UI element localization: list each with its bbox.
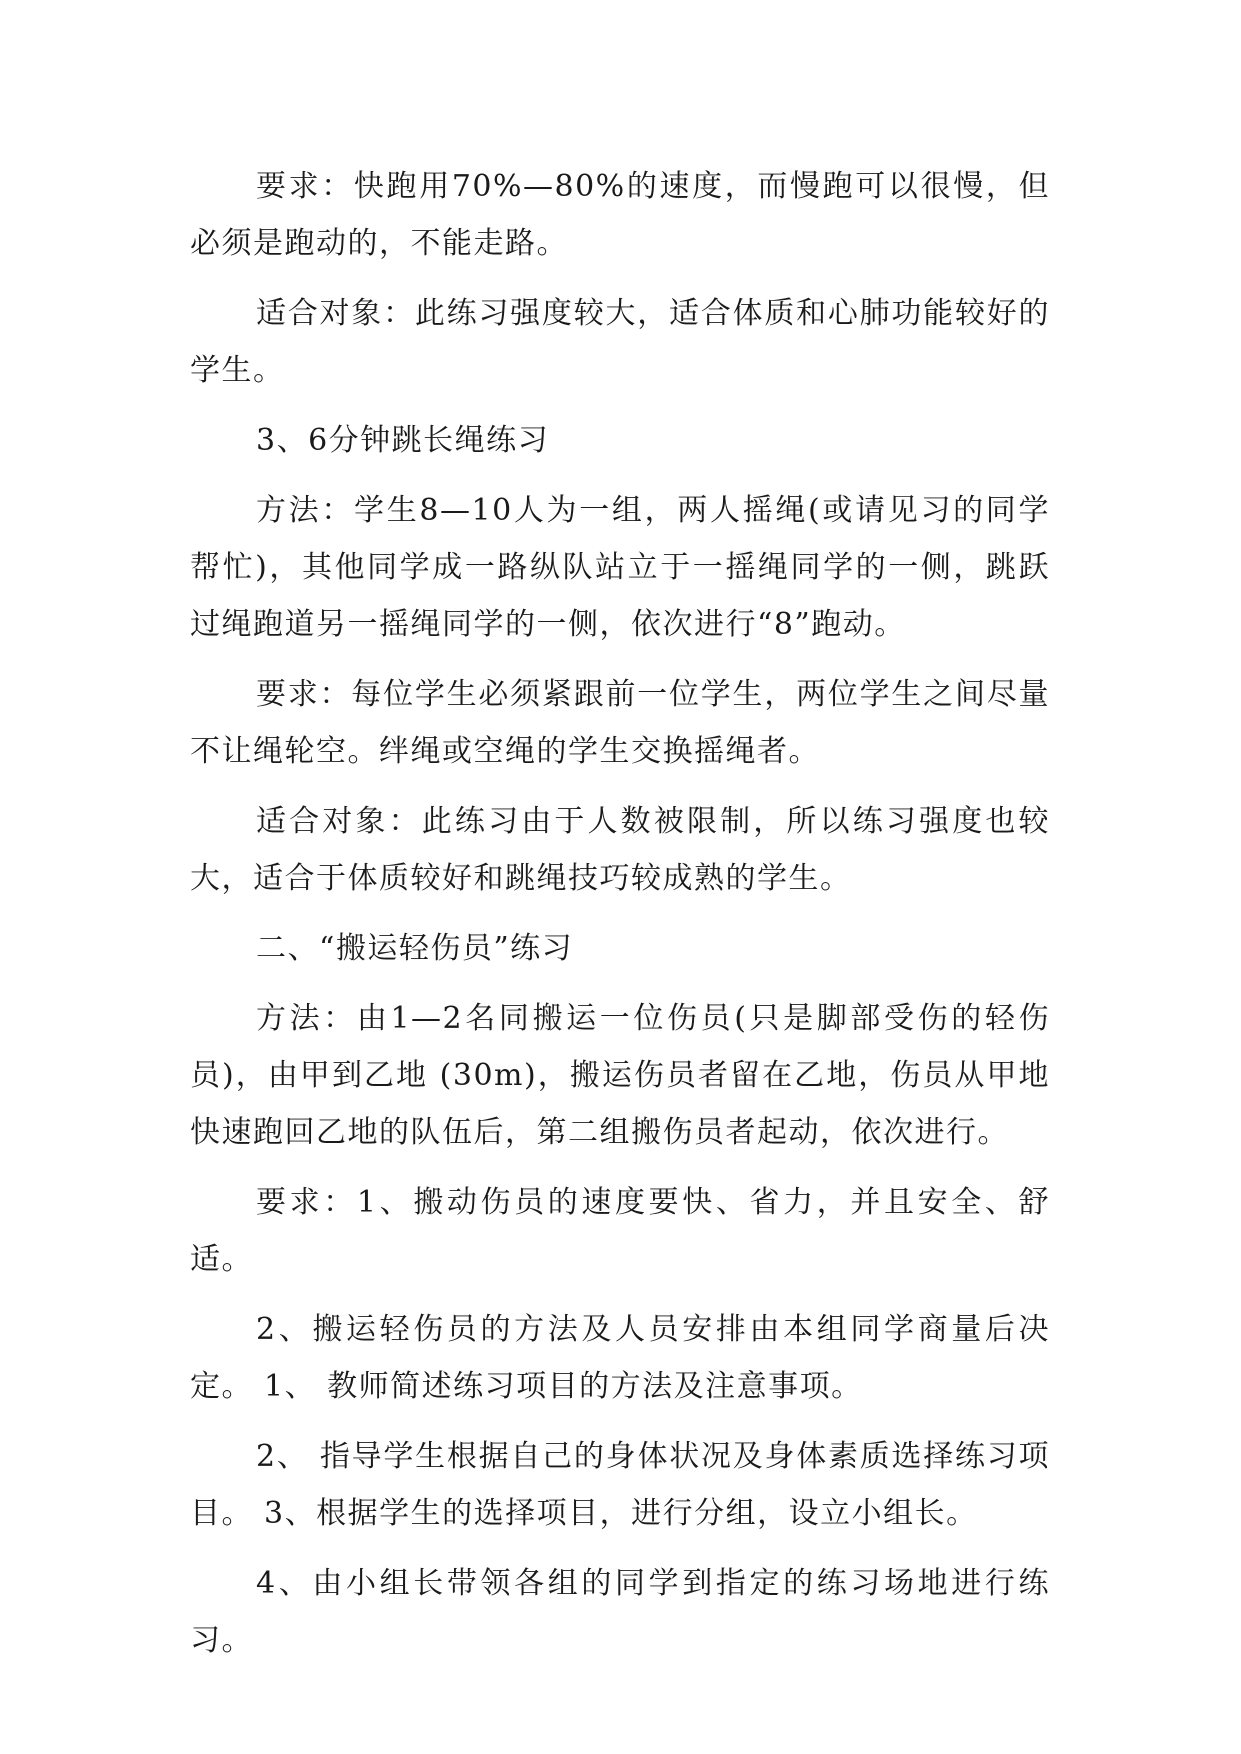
paragraph-method-long-rope: 方法：学生8—10人为一组，两人摇绳(或请见习的同学帮忙)，其他同学成一路纵队站立于一摇绳同学的一侧，跳跃过绳跑道另一摇绳同学的一侧，依次进行“8”跑动。 [190,493,1050,642]
paragraph-guidance: 2、 指导学生根据自己的身体状况及身体素质选择练习项目。 3、根据学生的选择项目，进行分组，设立小组长。 [190,1439,1050,1531]
paragraph-arrangement: 2、搬运轻伤员的方法及人员安排由本组同学商量后决定。 1、 教师简述练习项目的方法及注意事项。 [190,1312,1050,1404]
paragraph-group-practice: 4、由小组长带领各组的同学到指定的练习场地进行练习。 [190,1566,1050,1658]
paragraph-requirement-carry-wounded: 要求：1、搬动伤员的速度要快、省力，并且安全、舒适。 [190,1185,1050,1277]
paragraph-requirement-long-rope: 要求：每位学生必须紧跟前一位学生，两位学生之间尽量不让绳轮空。绊绳或空绳的学生交换摇绳者。 [190,677,1050,769]
paragraph-target-running: 适合对象：此练习强度较大，适合体质和心肺功能较好的学生。 [190,296,1050,388]
heading-long-rope: 3、6分钟跳长绳练习 [256,423,550,458]
heading-carry-wounded: 二、“搬运轻伤员”练习 [256,931,574,966]
document-body [190,158,1050,1682]
paragraph-method-carry-wounded: 方法：由1—2名同搬运一位伤员(只是脚部受伤的轻伤员)，由甲到乙地 (30m)，搬运伤员者留在乙地，伤员从甲地快速跑回乙地的队伍后，第二组搬伤员者起动，依次进行。 [190,1001,1050,1150]
paragraph-requirement-running: 要求：快跑用70%—80%的速度，而慢跑可以很慢，但必须是跑动的，不能走路。 [190,169,1050,261]
paragraph-target-long-rope: 适合对象：此练习由于人数被限制，所以练习强度也较大，适合于体质较好和跳绳技巧较成熟的学生。 [190,804,1050,896]
